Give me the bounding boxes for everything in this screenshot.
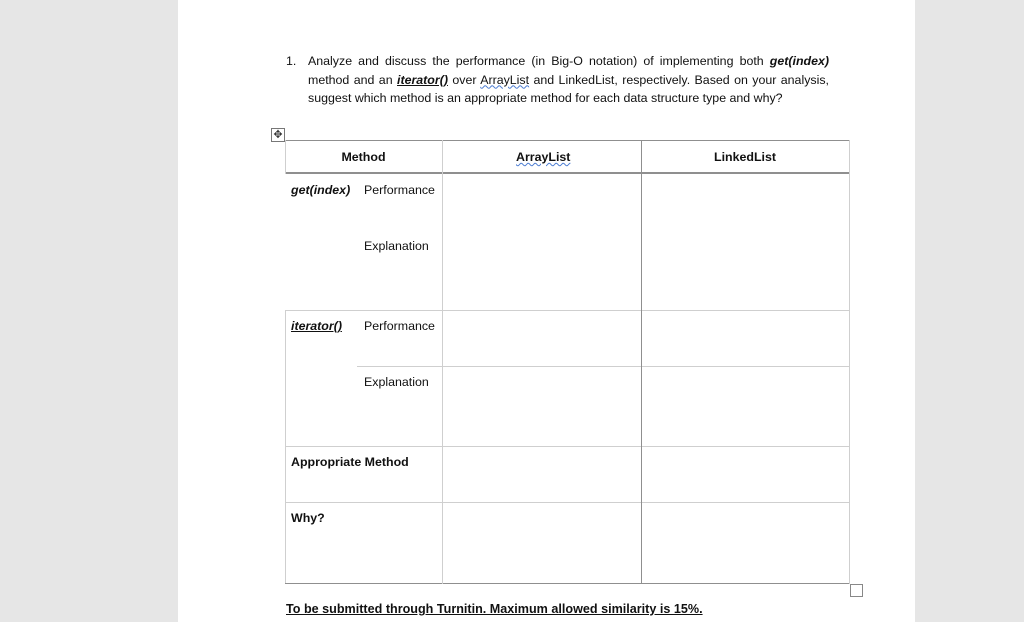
document-page (178, 0, 915, 622)
question-number: 1. (286, 54, 297, 68)
get-index-term: get(index) (769, 54, 829, 68)
question-text-part-1: Analyze and discuss the performance (in Big-O notation) of implementing both (308, 54, 770, 68)
appropriate-method-label: Appropriate Method (291, 455, 409, 469)
header-arraylist: ArrayList (516, 150, 571, 164)
table-left-border (285, 310, 286, 583)
header-method: Method (341, 150, 386, 164)
submission-note: To be submitted through Turnitin. Maximum allowed similarity is 15%. (286, 602, 703, 616)
table-right-border (849, 140, 850, 584)
column-divider (442, 140, 443, 584)
question-text-part-3: over (447, 72, 481, 87)
question-text-part-2: method and an (308, 72, 397, 87)
iterator-explanation-label: Explanation (364, 375, 429, 389)
table-bottom-border (285, 583, 850, 584)
get-index-performance-label: Performance (364, 183, 435, 197)
row-divider (285, 446, 850, 447)
question-text-part-4: and LinkedList, respectively. Based on your analysis, suggest which method is an appropriate method for each data structure type and why? (308, 72, 829, 105)
header-bottom-border (285, 172, 850, 174)
answer-table (285, 140, 850, 584)
get-index-label: get(index) (291, 183, 351, 197)
header-linkedlist: LinkedList (714, 150, 776, 164)
column-divider (641, 140, 642, 584)
table-move-handle-icon[interactable]: ✥ (271, 128, 285, 142)
row-divider (285, 310, 850, 311)
arraylist-term: ArrayList (480, 72, 530, 87)
table-top-border (285, 140, 850, 141)
row-divider (285, 502, 850, 503)
iterator-term: iterator() (397, 72, 448, 87)
iterator-performance-label: Performance (364, 319, 435, 333)
row-divider (357, 366, 850, 367)
iterator-label: iterator() (291, 319, 342, 333)
get-index-explanation-label: Explanation (364, 239, 429, 253)
table-resize-handle-icon[interactable] (850, 584, 863, 597)
why-label: Why? (291, 511, 325, 525)
question-text (308, 52, 829, 108)
